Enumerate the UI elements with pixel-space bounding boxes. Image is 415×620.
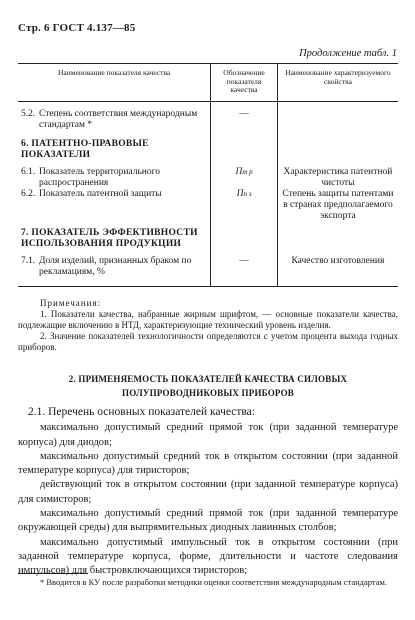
table-section-row [18,139,398,161]
paragraph: 2.1. Перечень основных показателей качества: [28,406,255,418]
row-name: Показатель территориального распространения [39,167,161,188]
section-title: 7. ПОКАЗАТЕЛЬ ЭФФЕКТИВНОСТИ ИСПОЛЬЗОВАНИЯ ПРОДУКЦИИ [21,228,198,249]
notes-title: Примечания: [40,298,102,308]
row-number: 6.1. [21,167,36,177]
footnote-divider [18,573,88,574]
column-header-name: Наименование показателя качества [18,64,211,102]
notes-block [18,298,398,353]
note-item: 2. Значение показателей технологичности определяются с учетом процента выхода годных приборов. [18,331,398,352]
row-number: 6.2. [21,189,36,199]
paragraph: действующий ток в открытом состоянии (при заданной температуре корпуса) для симисторов; [18,479,398,505]
row-name: Доля изделий, признанных браком по рекламациям, % [39,256,192,277]
table-row [18,189,398,222]
column-header-symbol: Обозначение показателя качества [211,64,278,102]
page-header: Стр. 6 ГОСТ 4.137—85 [18,22,136,34]
footnote-text: * Вводится в КУ после разработки методики оценки соответствия международным стандартам. [40,577,387,587]
column-header-property: Наименование характеризуемого свойства [277,64,398,102]
row-number: 5.2. [21,109,36,119]
table-continuation-label: Продолжение табл. 1 [299,48,397,59]
table-row [18,109,398,131]
row-property [277,109,398,131]
row-name: Показатель патентной защиты [39,189,162,199]
row-symbol: — [211,256,278,278]
row-name: Степень соответствия международным стандартам * [39,109,198,130]
paragraph: максимально допустимый средний ток в открытом состоянии (при заданной температуре корпуса) для тиристоров; [18,450,398,477]
row-symbol: Пп з [211,189,278,222]
section-heading: 2. ПРИМЕНЯЕМОСТЬ ПОКАЗАТЕЛЕЙ КАЧЕСТВА СИЛОВЫХ ПОЛУПРОВОДНИКОВЫХ ПРИБОРОВ [68,374,348,398]
row-property: Характеристика патентной чистоты [283,167,393,188]
section-title: 6. ПАТЕНТНО-ПРАВОВЫЕ ПОКАЗАТЕЛИ [21,139,149,160]
table-section-row [18,228,398,250]
body-text [18,405,398,579]
paragraph: максимально допустимый средний прямой ток (при заданной температуре окружающей среды) для выпрямительных диодных лавинных столбов; [18,508,398,534]
row-number: 7.1. [21,256,36,266]
footnote [18,577,398,588]
table-header-row [18,64,398,102]
paragraph: максимально допустимый средний прямой ток (при заданной температуре корпуса) для диодов; [18,422,398,448]
row-symbol: Пт р [211,167,278,189]
row-property: Качество изготовления [291,256,385,266]
note-item: 1. Показатели качества, набранные жирным шрифтом, — основные показатели качества, подлежащие включению в НТД, характеризующие технический уровень изделия. [18,309,398,330]
row-property: Степень защиты патентами в странах предполагаемого экспорта [282,189,394,221]
table-row [18,167,398,189]
table-row [18,256,398,278]
quality-indicators-table [18,63,398,287]
paragraph: максимально допустимый импульсный ток в открытом состоянии (при заданной температуре корпуса, форме, длительности и частоте следования импульсов) для быстровключающихся тиристоров; [18,536,398,577]
row-symbol: — [211,109,278,131]
